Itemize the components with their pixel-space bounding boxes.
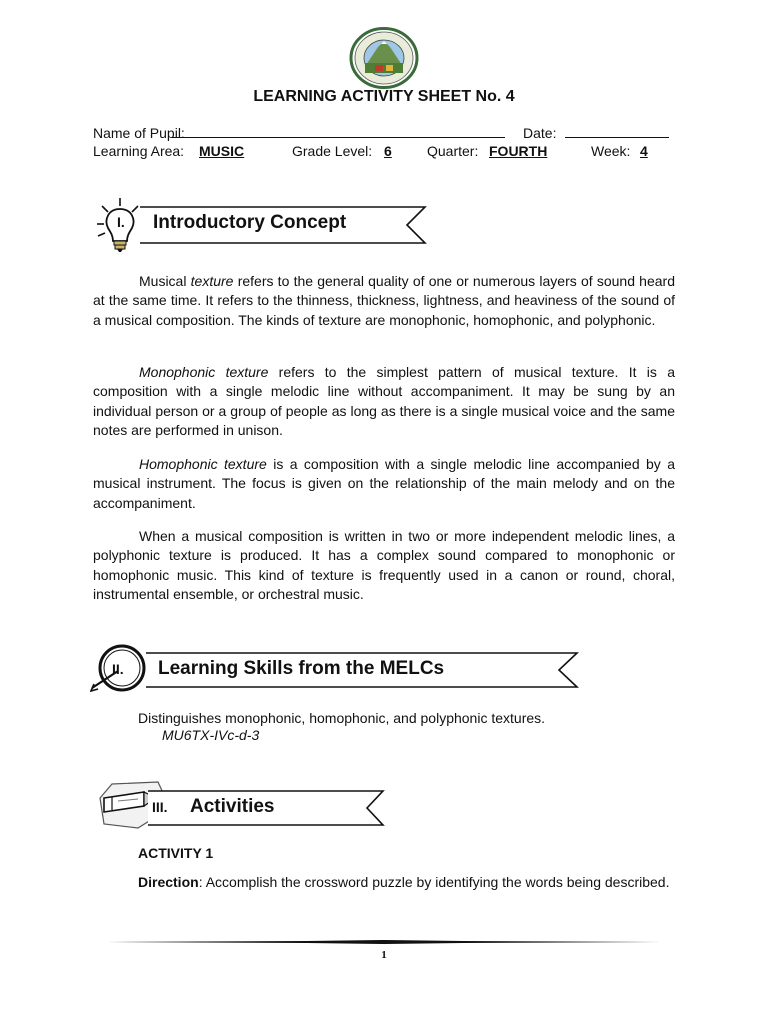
competency-code: MU6TX-IVc-d-3 — [162, 727, 260, 743]
activity-direction: Direction: Accomplish the crossword puzzle by identifying the words being described. — [138, 874, 670, 890]
intro-section-title: Introductory Concept — [153, 212, 347, 233]
name-label: Name of Pupil: — [93, 125, 185, 141]
quarter-label: Quarter: — [427, 143, 479, 159]
section-roman-ii: II. — [112, 661, 124, 677]
name-field[interactable] — [172, 125, 505, 138]
competency-text: Distinguishes monophonic, homophonic, and polyphonic textures. — [138, 710, 546, 726]
section-roman-i: I. — [117, 214, 125, 230]
section-roman-iii: III. — [152, 799, 168, 815]
grade-level-label: Grade Level: — [292, 143, 373, 159]
quarter-value: FOURTH — [489, 143, 548, 159]
activities-section-title: Activities — [190, 796, 275, 817]
skills-section-title: Learning Skills from the MELCs — [158, 658, 445, 679]
learning-area-value: MUSIC — [199, 143, 245, 159]
intro-paragraph-3: Homophonic texture is a composition with a single melodic line accompanied by a musical instrument. The focus is given on the relationship of the main melody and on the accompaniment. — [93, 456, 675, 511]
sheet-title: LEARNING ACTIVITY SHEET No. 4 — [253, 88, 515, 105]
page-number: 1 — [381, 949, 387, 961]
date-field[interactable] — [565, 125, 669, 138]
grade-level-value: 6 — [384, 143, 392, 159]
intro-paragraph-1: Musical texture refers to the general quality of one or numerous layers of sound heard at the same time. It refers to the thinness, thickness, lightness, and heaviness of the sound of a musical composition. The kinds of texture are monophonic, homophonic, and polyphonic. — [93, 273, 675, 328]
learning-area-label: Learning Area: — [93, 143, 185, 159]
deped-seal-logo — [348, 27, 420, 89]
week-value: 4 — [640, 143, 648, 159]
activity-heading: ACTIVITY 1 — [138, 845, 214, 861]
date-label: Date: — [523, 125, 557, 141]
week-label: Week: — [591, 143, 631, 159]
intro-paragraph-4: When a musical composition is written in two or more independent melodic lines, a polyphonic texture is produced. It has a complex sound compared to monophonic or homophonic music. This kind of texture is frequently used in a canon or round, choral, instrumental ensemble, or orchestral music. — [93, 528, 675, 602]
intro-paragraph-2: Monophonic texture refers to the simplest pattern of musical texture. It is a composition with a single melodic line without accompaniment. It may be sung by an individual person or a group of people as long as there is a single musical voice and the same notes are performed in unison. — [93, 364, 675, 438]
footer-divider — [107, 938, 662, 946]
